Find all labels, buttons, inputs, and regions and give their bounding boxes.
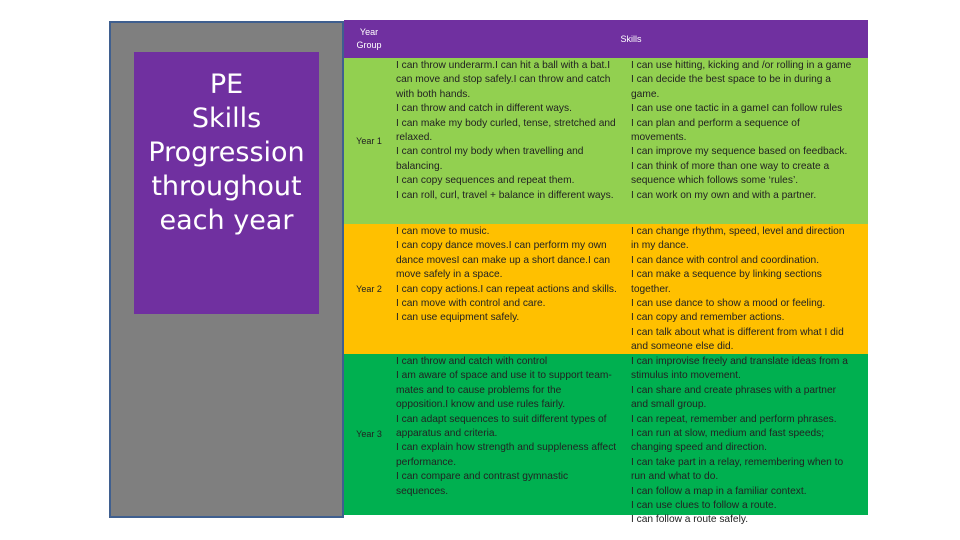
year-label: Year 2 [356,283,382,294]
skills-col-a [396,224,631,354]
skill-line: I can use one tactic in a gameI can follow rules [631,103,843,115]
skills-col-b [631,354,868,526]
skill-line: I am aware of space and use it to support team- [396,370,612,382]
skill-line: I can roll, curl, travel + balance in different ways. [396,189,614,201]
table-row-year-3 [344,354,868,526]
skill-line: apparatus and criteria. [396,428,498,440]
skill-line: can move and stop safely.I can throw and catch [396,74,611,86]
skill-line: I can adapt sequences to suit different types of [396,413,607,425]
skill-line: I can use hitting, kicking and /or rolling in a game [631,60,852,71]
skills-col-b [631,224,868,354]
year-label: Year 1 [356,135,382,146]
skill-line: move safely in a space. [396,269,503,281]
skill-line: together. [631,283,671,295]
skill-line: opposition.I know and use rules fairly. [396,399,566,411]
skill-line: I can talk about what is different from what I did [631,326,844,338]
skill-line: dance movesI can make up a short dance.I can [396,254,611,266]
skills-col-a [396,354,631,515]
header-skills: Skills [620,33,642,44]
skill-line: I can use clues to follow a route. [631,500,777,512]
skill-line: I can make a sequence by linking sections [631,269,822,281]
year-label: Year 3 [356,429,382,440]
skill-line: I can think of more than one way to create a [631,160,830,172]
skill-line: I can make my body curled, tense, stretched and [396,117,616,129]
skill-line: movements. [631,132,687,144]
skill-line: I can run at slow, medium and fast speeds; [631,428,825,440]
skills-table [344,20,868,526]
skill-line: I can throw and catch with control [396,356,548,367]
table-header-row [344,20,868,58]
skill-line: I can repeat, remember and perform phrases. [631,413,837,425]
skill-line: I can change rhythm, speed, level and direction [631,226,845,237]
skill-line: I can move with control and care. [396,298,546,310]
skill-line: I can copy dance moves.I can perform my own [396,240,607,252]
skill-line: I can work on my own and with a partner. [631,189,817,201]
skill-line: balancing. [396,160,443,172]
skill-line: sequences. [396,485,449,497]
skill-line: I can dance with control and coordination. [631,254,820,266]
skill-line: I can copy and remember actions. [631,312,785,324]
skill-line: stimulus into movement. [631,370,741,382]
table-row-year-1 [344,58,868,224]
table-row-year-2 [344,224,868,354]
skill-line: changing speed and direction. [631,442,767,454]
skill-line: I can explain how strength and suppleness affect [396,442,617,454]
skill-line: I can plan and perform a sequence of [631,117,800,129]
skill-line: I can compare and contrast gymnastic [396,471,569,483]
skill-line: I can move to music. [396,226,490,237]
skill-line: I can use dance to show a mood or feeling. [631,298,826,310]
skill-line: I can follow a route safely. [631,514,749,526]
skill-line: with both hands. [396,88,471,100]
skill-line: game. [631,88,660,100]
skill-line: mates and to cause problems for the [396,384,562,396]
skill-line: I can share and create phrases with a partner [631,384,836,396]
skill-line: I can improvise freely and translate ideas from a [631,356,848,367]
skill-line: I can take part in a relay, remembering when to [631,456,844,468]
skill-line: I can throw and catch in different ways. [396,103,572,115]
skill-line: and small group. [631,399,707,411]
skills-col-b [631,58,868,224]
header-year-group: Year Group [356,27,382,50]
skill-line: I can use equipment safely. [396,312,520,324]
slide-title: PE Skills Progression throughout each year [148,69,305,236]
skill-line: I can follow a map in a familiar context. [631,485,807,497]
skill-line: run and what to do. [631,471,719,483]
skill-line: relaxed. [396,132,433,144]
skill-line: sequence which follows some ‘rules’. [631,175,799,187]
skill-line: I can decide the best space to be in during a [631,74,831,86]
skill-line: I can copy sequences and repeat them. [396,175,575,187]
skill-line: I can control my body when travelling and [396,146,584,158]
title-box [134,52,319,314]
skill-line: I can copy actions.I can repeat actions and skills. [396,283,617,295]
skill-line: I can improve my sequence based on feedback. [631,146,848,158]
skill-line: and someone else did. [631,341,734,353]
skills-col-a [396,58,631,224]
skill-line: I can throw underarm.I can hit a ball with a bat.I [396,60,611,71]
skill-line: performance. [396,456,457,468]
skill-line: in my dance. [631,240,689,252]
